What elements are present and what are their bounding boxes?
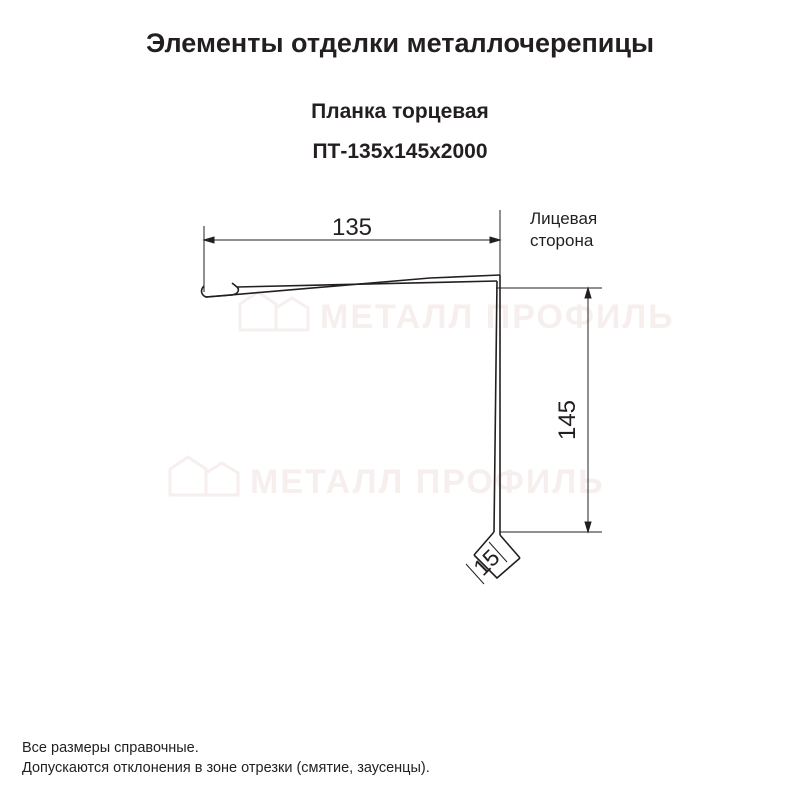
watermark-text: МЕТАЛЛ ПРОФИЛЬ — [250, 463, 605, 501]
product-name: Планка торцевая — [311, 100, 489, 123]
product-code: ПТ-135х145х2000 — [312, 140, 488, 163]
watermark-group — [170, 292, 675, 501]
face-side-label-line2: сторона — [530, 231, 594, 250]
notes-block — [22, 738, 430, 778]
watermark-text: МЕТАЛЛ ПРОФИЛЬ — [320, 298, 675, 336]
dimension-lip-label: 15 — [468, 544, 505, 581]
note-line-2: Допускаются отклонения в зоне отрезки (смятие, заусенцы). — [22, 760, 430, 776]
dimension-width-label: 135 — [331, 214, 373, 241]
drawing-svg — [0, 180, 800, 620]
technical-drawing — [0, 180, 800, 620]
note-line-1: Все размеры справочные. — [22, 740, 199, 756]
dimension-height-label: 145 — [554, 399, 581, 441]
page-title: Элементы отделки металлочерепицы — [145, 28, 655, 58]
face-side-label-line1: Лицевая — [530, 209, 598, 228]
